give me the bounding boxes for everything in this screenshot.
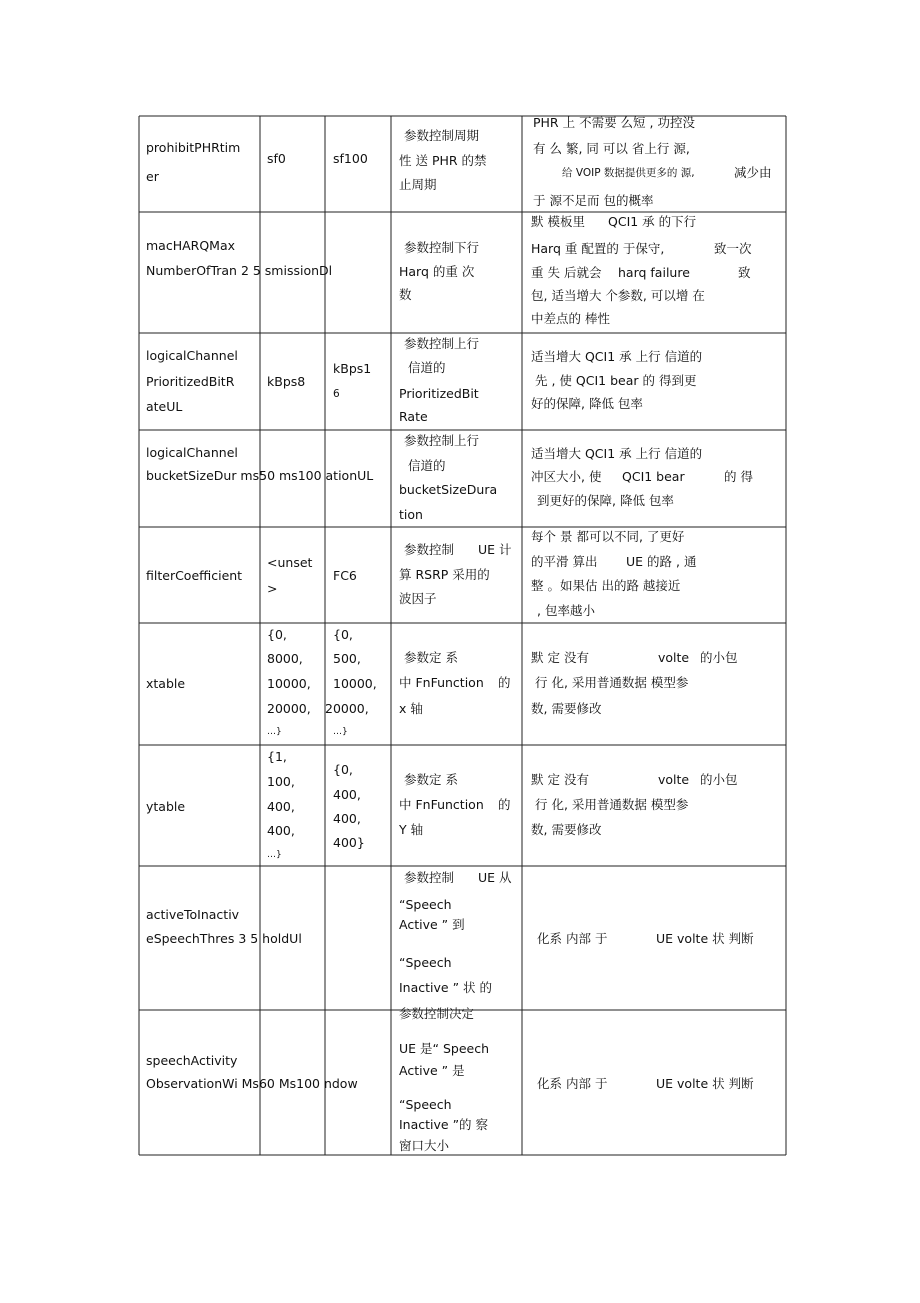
note: 默 定 没有 [531,772,589,787]
note: 适当增大 QCI1 承 上行 信道的 [531,349,703,364]
value-b: …} [333,727,348,737]
note: 中差点的 棒性 [531,311,610,326]
value-b: FC6 [333,568,357,583]
description: 参数定 系 [404,650,458,665]
value-b: 500, [333,651,361,666]
note: Harq 重 配置的 于保守, [531,241,665,256]
value-b: {0, [333,627,353,642]
value-a: > [267,581,278,596]
description: 算 RSRP 采用的 [399,567,490,582]
description: 性 送 PHR 的禁 [399,153,487,168]
note: 包, 适当增大 个参数, 可以增 在 [531,288,705,303]
value-a: 8000, [267,651,303,666]
note: 化系 内部 于 [537,1076,608,1091]
value-a: …} [267,727,282,737]
note: 数, 需要修改 [531,822,602,837]
value-b: kBps1 [333,361,372,376]
note: 减少由 [734,165,772,180]
description: 参数控制 [404,542,455,557]
description: Active ” 是 [399,1063,465,1078]
description: UE 是“ Speech [399,1041,490,1056]
description: 窗口大小 [399,1138,450,1153]
value-a: kBps8 [267,374,306,389]
value-a: 400, [267,799,295,814]
param-name: prohibitPHRtim [146,140,241,155]
note: 数, 需要修改 [531,701,602,716]
description: 波因子 [399,591,437,606]
description: 的 [498,797,511,812]
note: 有 么 繁, 同 可以 省上行 源, [533,141,690,156]
note: 致 [738,265,751,280]
param-name: logicalChannel [146,445,238,460]
value-a: 100, [267,774,295,789]
note: 整 。如果估 出的路 越接近 [531,578,681,593]
note: 默 定 没有 [531,650,589,665]
note: harq failure [618,265,690,280]
param-name: er [146,169,159,184]
description: 中 FnFunction [399,797,484,812]
param-name: ytable [146,799,186,814]
description: “Speech [399,955,452,970]
note: UE 的路 , 通 [626,554,697,569]
description: Inactive ” 状 的 [399,980,492,995]
description: “Speech [399,897,452,912]
note: volte [658,772,690,787]
value-a: 10000, [267,676,311,691]
description: 参数控制周期 [404,128,480,143]
description: UE 从 [478,870,512,885]
param-name: bucketSizeDur ms50 ms100 ationUL [146,468,374,483]
description: UE 计 [478,542,512,557]
description: 参数控制上行 [404,433,480,448]
description: Active ” 到 [399,917,465,932]
param-name: speechActivity [146,1053,238,1068]
description: 参数控制下行 [404,240,480,255]
note: 冲区大小, 使 [531,469,602,484]
description: PrioritizedBit [399,386,479,401]
description: 的 [498,675,511,690]
value-a: 20000, [267,701,311,716]
value-b: 400, [333,811,361,826]
description: bucketSizeDura [399,482,498,497]
note: 适当增大 QCI1 承 上行 信道的 [531,446,703,461]
param-name: activeToInactiv [146,907,240,922]
value-a: {1, [267,749,287,764]
description: Y 轴 [399,822,424,837]
value-b: sf100 [333,151,368,166]
description: 参数控制决定 [399,1006,475,1021]
description: Inactive ”的 察 [399,1117,489,1132]
note: 致一次 [714,241,752,256]
note: , 包率越小 [537,603,595,618]
param-name: ateUL [146,399,183,414]
value-a: <unset [267,555,313,570]
note: 的小包 [700,650,738,665]
value-b: 10000, [333,676,377,691]
note: QCI1 承 的下行 [608,214,697,229]
note: 的小包 [700,772,738,787]
note: 重 失 后就会 [531,265,602,280]
description: “Speech [399,1097,452,1112]
description: 信道的 [408,360,446,375]
description: 止周期 [399,177,437,192]
param-name: macHARQMax [146,238,236,253]
value-b: 20000, [325,701,369,716]
param-name: NumberOfTran 2 5 smissionDl [146,263,333,278]
value-b: 400} [333,835,365,850]
description: 参数控制上行 [404,336,480,351]
value-b: 6 [333,388,340,400]
description: 参数控制 [404,870,455,885]
note: UE volte 状 判断 [656,1076,754,1091]
value-a: …} [267,850,282,860]
description: tion [399,507,423,522]
description: 参数定 系 [404,772,458,787]
note: QCI1 bear [622,469,685,484]
param-name: filterCoefficient [146,568,243,583]
param-name: logicalChannel [146,348,238,363]
note: 化系 内部 于 [537,931,608,946]
note: 的平滑 算出 [531,554,598,569]
value-a: 400, [267,823,295,838]
param-name: PrioritizedBitR [146,374,235,389]
value-b: {0, [333,762,353,777]
note: 的 得 [724,469,753,484]
param-name: xtable [146,676,186,691]
note: 行 化, 采用普通数据 模型参 [535,675,689,690]
note: 好的保障, 降低 包率 [531,396,643,411]
note: 行 化, 采用普通数据 模型参 [535,797,689,812]
description: 数 [399,287,412,302]
note: 到更好的保障, 降低 包率 [537,493,674,508]
note: 先 , 使 QCI1 bear 的 得到更 [535,373,697,388]
note: 默 模板里 [531,214,585,229]
description: 中 FnFunction [399,675,484,690]
note: volte [658,650,690,665]
note: UE volte 状 判断 [656,931,754,946]
description: Rate [399,409,428,424]
value-a: sf0 [267,151,286,166]
note: 每个 景 都可以不同, 了更好 [531,529,685,544]
description: 信道的 [408,458,446,473]
description: Harq 的重 次 [399,264,475,279]
description: x 轴 [399,701,423,716]
param-name: eSpeechThres 3 5 holdUl [146,931,302,946]
value-a: {0, [267,627,287,642]
note: PHR 上 不需要 么短 , 功控没 [533,115,695,130]
note: 给 VOIP 数据提供更多的 源, [562,167,695,179]
param-name: ObservationWi Ms60 Ms100 ndow [146,1076,358,1091]
note: 于 源不足而 包的概率 [533,193,654,208]
value-b: 400, [333,787,361,802]
